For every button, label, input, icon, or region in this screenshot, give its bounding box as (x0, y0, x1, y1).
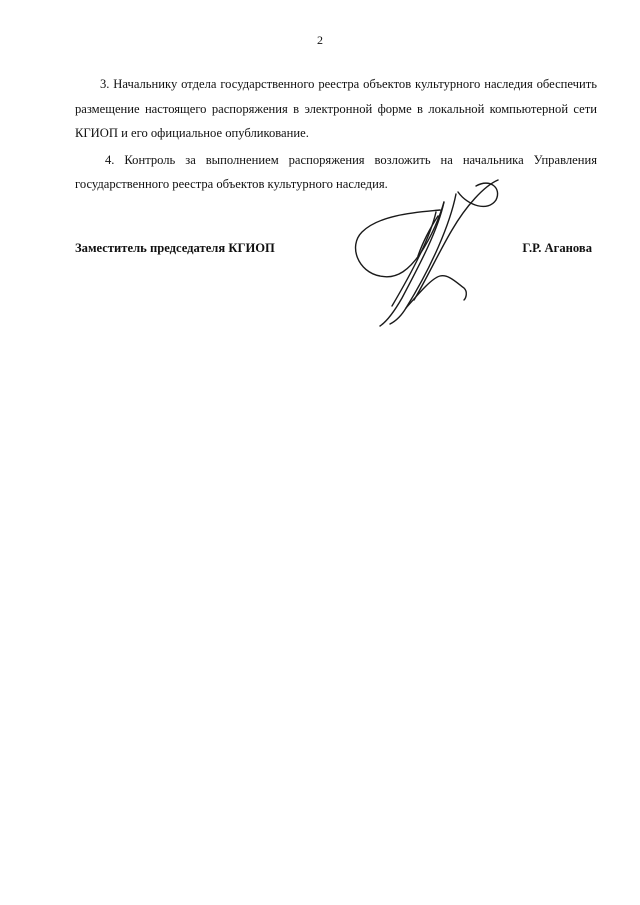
signature-block (75, 240, 597, 256)
signer-position: Заместитель председателя КГИОП (75, 241, 275, 255)
handwritten-signature (340, 172, 500, 330)
paragraph-4: 4. Контроль за выполнением распоряжения возложить на начальника Управления государственного реестра объектов культурного наследия. (75, 152, 597, 191)
signer-name: Г.Р. Аганова (522, 241, 592, 255)
document-body (75, 72, 597, 199)
paragraph-3: 3. Начальнику отдела государственного реестра объектов культурного наследия обеспечить размещение настоящего распоряжения в электронной форме в локальной компьютерной сети КГИОП и его официальное опубликование. (75, 77, 597, 140)
page-number: 2 (317, 33, 323, 47)
